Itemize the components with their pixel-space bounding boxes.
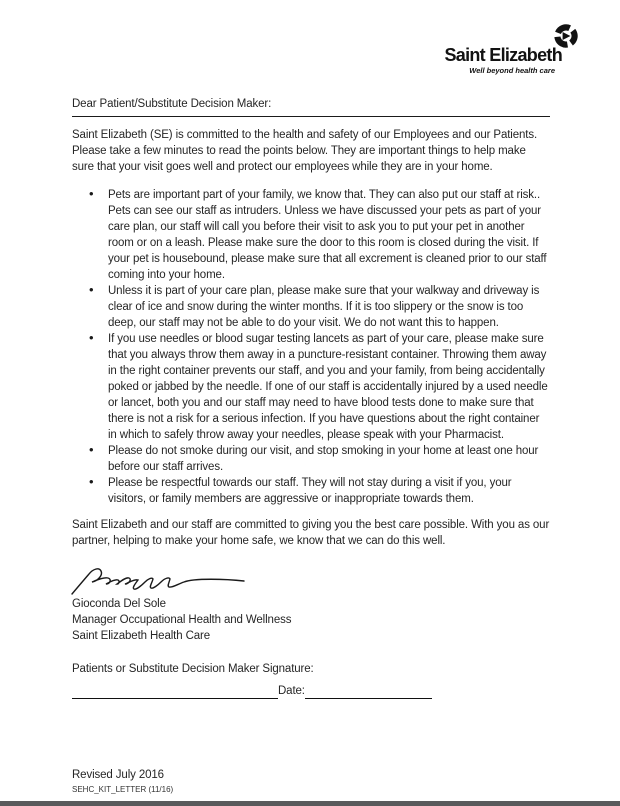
bullet-item-respect: • Please be respectful towards our staff. They will not stay during a visit if you, your visitors, or family members are aggressive or inappropriate towards them. bbox=[72, 475, 550, 507]
signer-block bbox=[72, 596, 550, 644]
handwritten-signature-image bbox=[68, 560, 248, 596]
saint-elizabeth-logo-icon bbox=[554, 24, 578, 48]
footer bbox=[72, 767, 550, 795]
letter-body bbox=[72, 0, 550, 795]
date-line bbox=[305, 683, 432, 699]
bullet-item-walkway: • Unless it is part of your care plan, please make sure that your walkway and driveway is clear of ice and snow during the winter months. If it is too slippery or the snow is too deep, our staff may not be able to do your visit. We do not want this to happen. bbox=[72, 283, 550, 331]
intro-paragraph: Saint Elizabeth (SE) is committed to the health and safety of our Employees and our Patients. Please take a few minutes to read the points below. They are important things to help make sure that your visit goes well and protect our employees while they are in your home. bbox=[72, 129, 538, 173]
logo-wordmark: Saint Elizabeth bbox=[444, 45, 562, 65]
footer-revised-date: Revised July 2016 bbox=[72, 769, 164, 781]
bullet-item-needles: • If you use needles or blood sugar testing lancets as part of your care, please make sure that you always throw them away in a puncture-resistant container. Throwing them away in the right container prevents our staff, and you and your family, from being accidentally poked or jabbed by the needle. If one of our staff is accidentally injured by a used needle or lancet, both you and our staff may need to have blood tests done to make sure that there is not a risk for a serious infection. If you have questions about the right container in which to safely throw away your needles, please speak with your Pharmacist. bbox=[72, 331, 550, 443]
bullet-item-pets: • Pets are important part of your family, we know that. They can also put our staff at risk.. Pets can see our staff as intruders. Unless we have discussed your pets as part of your care plan, our staff will call you before their visit to ask you to put your pet in another room or on a leash. Please make sure the door to this room is closed during the visit. If your pet is housebound, please make sure that all excrement is cleaned prior to our staff coming into your home. bbox=[72, 187, 550, 283]
signer-organization: Saint Elizabeth Health Care bbox=[72, 630, 211, 642]
signature-date-row bbox=[72, 683, 550, 699]
patient-signature-line bbox=[72, 683, 278, 699]
footer-document-code: SEHC_KIT_LETTER (11/16) bbox=[72, 785, 174, 794]
patient-signature-label: Patients or Substitute Decision Maker Signature: bbox=[72, 663, 314, 675]
logo-tagline: Well beyond health care bbox=[469, 66, 555, 75]
signer-name: Gioconda Del Sole bbox=[72, 598, 166, 610]
bullet-item-smoking: • Please do not smoke during our visit, and stop smoking in your home at least one hour before our staff arrives. bbox=[72, 443, 550, 475]
bullet-list bbox=[72, 187, 550, 507]
bottom-edge-bar bbox=[0, 801, 620, 806]
salutation: Dear Patient/Substitute Decision Maker: bbox=[72, 96, 550, 117]
closing-paragraph: Saint Elizabeth and our staff are committed to giving you the best care possible. With you as our partner, helping to make your home safe, we know that we can do this well. bbox=[72, 518, 550, 547]
date-label: Date: bbox=[278, 685, 305, 697]
signer-title: Manager Occupational Health and Wellness bbox=[72, 614, 292, 626]
